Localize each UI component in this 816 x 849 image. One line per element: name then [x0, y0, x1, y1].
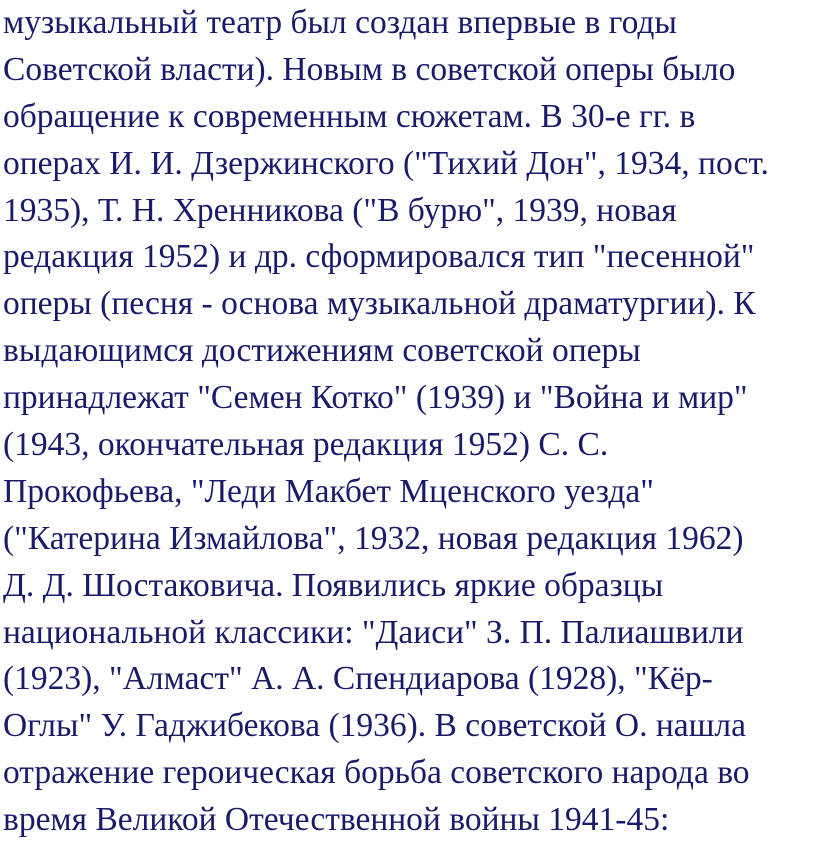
text-line: (1943, окончательная редакция 1952) С. С. [3, 426, 609, 464]
text-line: Прокофьева, "Леди Макбет Мценского уезда" [3, 472, 654, 510]
text-line: музыкальный театр был создан впервые в годы [3, 4, 677, 41]
text-line: отражение героическая борьба советского народа во [3, 754, 750, 792]
text-line: ("Катерина Измайлова", 1932, новая редакция 1962) [3, 519, 744, 557]
text-line: 1935), Т. Н. Хренникова ("В бурю", 1939, новая [3, 191, 677, 229]
text-line: выдающимся достижениям советской оперы [3, 332, 641, 370]
text-line: операх И. И. Дзержинского ("Тихий Дон", 1934, пост. [3, 144, 769, 182]
text-line: Д. Д. Шостаковича. Появились яркие образцы [3, 566, 664, 604]
text-line: Советской власти). Новым в советской оперы было [3, 50, 736, 88]
text-line: Оглы" У. Гаджибекова (1936). В советской О. нашла [3, 707, 747, 745]
text-line: оперы (песня - основа музыкальной драматургии). К [3, 285, 756, 323]
text-line: обращение к современным сюжетам. В 30-е гг. в [3, 97, 696, 135]
text-line: редакция 1952) и др. сформировался тип "песенной" [3, 238, 755, 276]
text-line: национальной классики: "Даиси" З. П. Палиашвили [3, 613, 744, 651]
text-line: (1923), "Алмаст" А. А. Спендиарова (1928), "Кёр- [3, 660, 713, 698]
body-text [3, 0, 815, 844]
text-line: принадлежат "Семен Котко" (1939) и "Война и мир" [3, 379, 748, 417]
text-line: время Великой Отечественной войны 1941-45: [3, 801, 670, 839]
